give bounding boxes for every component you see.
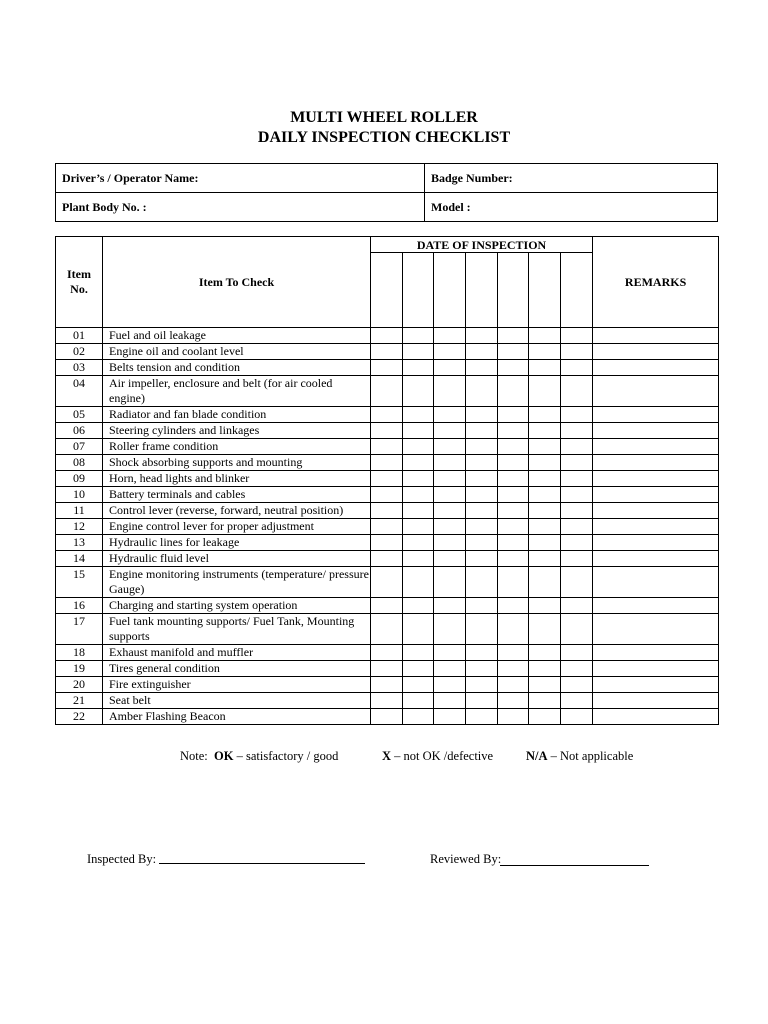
remarks-cell[interactable] [593,487,719,503]
date-check-cell[interactable] [371,535,403,551]
date-check-cell[interactable] [371,376,403,407]
date-check-cell[interactable] [561,407,593,423]
remarks-cell[interactable] [593,439,719,455]
item-to-check: Tires general condition [103,661,371,677]
date-cell[interactable] [403,253,434,328]
date-check-cell[interactable] [529,503,561,519]
date-check-cell[interactable] [529,645,561,661]
date-check-cell[interactable] [498,535,529,551]
date-check-cell[interactable] [434,376,466,407]
table-row [56,376,719,407]
date-check-cell[interactable] [371,328,403,344]
reviewed-by-label: Reviewed By: [430,852,502,866]
table-row [56,614,719,645]
date-check-cell[interactable] [466,439,498,455]
date-check-cell[interactable] [529,439,561,455]
date-check-cell[interactable] [371,344,403,360]
remarks-cell[interactable] [593,551,719,567]
note-na [526,748,633,764]
item-number: 13 [56,535,103,551]
date-check-cell[interactable] [529,614,561,645]
date-check-cell[interactable] [466,661,498,677]
date-check-cell[interactable] [498,598,529,614]
date-check-cell[interactable] [434,645,466,661]
date-check-cell[interactable] [434,551,466,567]
date-check-cell[interactable] [466,407,498,423]
date-check-cell[interactable] [561,519,593,535]
header-date-of-inspection: DATE OF INSPECTION [371,237,593,253]
na-code: N/A [526,749,548,763]
item-to-check: Fuel tank mounting supports/ Fuel Tank, Mounting supports [103,614,371,645]
date-check-cell[interactable] [561,503,593,519]
date-check-cell[interactable] [403,503,434,519]
table-row [56,455,719,471]
date-check-cell[interactable] [403,360,434,376]
note-prefix: Note: [180,749,208,763]
remarks-cell[interactable] [593,344,719,360]
table-row [56,661,719,677]
table-row [56,471,719,487]
date-check-cell[interactable] [561,423,593,439]
date-check-cell[interactable] [434,360,466,376]
item-number: 04 [56,376,103,407]
item-to-check: Air impeller, enclosure and belt (for air cooled engine) [103,376,371,407]
item-number: 14 [56,551,103,567]
date-check-cell[interactable] [403,328,434,344]
badge-number-label: Badge Number: [431,170,513,185]
date-check-cell[interactable] [529,567,561,598]
table-row [56,598,719,614]
date-check-cell[interactable] [403,567,434,598]
item-to-check: Hydraulic fluid level [103,551,371,567]
date-check-cell[interactable] [561,360,593,376]
date-cell[interactable] [561,253,593,328]
date-check-cell[interactable] [561,439,593,455]
ok-code: OK [214,749,234,763]
date-check-cell[interactable] [403,709,434,725]
date-check-cell[interactable] [466,519,498,535]
date-check-cell[interactable] [498,693,529,709]
item-number: 22 [56,709,103,725]
item-number: 11 [56,503,103,519]
date-check-cell[interactable] [561,344,593,360]
item-to-check: Control lever (reverse, forward, neutral position) [103,503,371,519]
item-number: 18 [56,645,103,661]
date-check-cell[interactable] [498,645,529,661]
date-check-cell[interactable] [498,328,529,344]
date-check-cell[interactable] [498,551,529,567]
item-number: 16 [56,598,103,614]
date-check-cell[interactable] [371,598,403,614]
date-check-cell[interactable] [529,661,561,677]
date-check-cell[interactable] [434,677,466,693]
date-check-cell[interactable] [434,328,466,344]
date-check-cell[interactable] [466,693,498,709]
na-text: – Not applicable [547,749,634,763]
header-item-no: Item No. [56,237,103,328]
date-check-cell[interactable] [466,487,498,503]
date-check-cell[interactable] [529,535,561,551]
date-check-cell[interactable] [561,551,593,567]
item-number: 19 [56,661,103,677]
date-check-cell[interactable] [498,344,529,360]
remarks-cell[interactable] [593,567,719,598]
date-check-cell[interactable] [561,455,593,471]
date-check-cell[interactable] [498,360,529,376]
item-to-check: Charging and starting system operation [103,598,371,614]
date-check-cell[interactable] [561,645,593,661]
table-row [56,439,719,455]
date-check-cell[interactable] [529,471,561,487]
remarks-cell[interactable] [593,661,719,677]
remarks-cell[interactable] [593,407,719,423]
date-check-cell[interactable] [561,614,593,645]
date-check-cell[interactable] [434,471,466,487]
ok-text: – satisfactory / good [233,749,339,763]
item-number: 06 [56,423,103,439]
date-cell[interactable] [371,253,403,328]
date-check-cell[interactable] [466,344,498,360]
remarks-cell[interactable] [593,471,719,487]
date-check-cell[interactable] [466,709,498,725]
date-check-cell[interactable] [371,693,403,709]
item-to-check: Hydraulic lines for leakage [103,535,371,551]
item-number: 09 [56,471,103,487]
remarks-cell[interactable] [593,614,719,645]
remarks-cell[interactable] [593,645,719,661]
date-check-cell[interactable] [434,487,466,503]
date-check-cell[interactable] [498,455,529,471]
remarks-cell[interactable] [593,709,719,725]
item-to-check: Exhaust manifold and muffler [103,645,371,661]
date-check-cell[interactable] [403,645,434,661]
date-check-cell[interactable] [403,344,434,360]
date-check-cell[interactable] [403,677,434,693]
table-row [56,709,719,725]
item-to-check: Engine oil and coolant level [103,344,371,360]
remarks-cell[interactable] [593,360,719,376]
date-check-cell[interactable] [371,614,403,645]
date-check-cell[interactable] [529,455,561,471]
badge-number-field[interactable] [425,164,718,193]
date-check-cell[interactable] [434,439,466,455]
date-check-cell[interactable] [434,519,466,535]
item-number: 02 [56,344,103,360]
date-check-cell[interactable] [498,487,529,503]
date-check-cell[interactable] [561,709,593,725]
date-check-cell[interactable] [561,471,593,487]
date-check-cell[interactable] [434,598,466,614]
model-field[interactable] [425,193,718,222]
date-check-cell[interactable] [403,598,434,614]
item-number: 20 [56,677,103,693]
date-check-cell[interactable] [403,407,434,423]
date-check-cell[interactable] [371,567,403,598]
date-check-cell[interactable] [466,503,498,519]
date-check-cell[interactable] [434,709,466,725]
date-check-cell[interactable] [403,455,434,471]
item-to-check: Seat belt [103,693,371,709]
date-check-cell[interactable] [498,567,529,598]
date-check-cell[interactable] [434,344,466,360]
date-check-cell[interactable] [529,344,561,360]
date-check-cell[interactable] [403,661,434,677]
date-check-cell[interactable] [466,645,498,661]
table-row [56,677,719,693]
date-check-cell[interactable] [466,360,498,376]
remarks-cell[interactable] [593,519,719,535]
date-check-cell[interactable] [561,487,593,503]
item-to-check: Horn, head lights and blinker [103,471,371,487]
date-check-cell[interactable] [529,423,561,439]
date-check-cell[interactable] [403,376,434,407]
table-row [56,487,719,503]
item-to-check: Fuel and oil leakage [103,328,371,344]
date-check-cell[interactable] [371,709,403,725]
date-check-cell[interactable] [466,677,498,693]
page-subtitle: DAILY INSPECTION CHECKLIST [257,129,511,146]
remarks-cell[interactable] [593,423,719,439]
remarks-cell[interactable] [593,328,719,344]
table-row [56,535,719,551]
date-check-cell[interactable] [466,551,498,567]
date-check-cell[interactable] [561,693,593,709]
date-check-cell[interactable] [466,423,498,439]
date-check-cell[interactable] [466,535,498,551]
item-to-check: Engine control lever for proper adjustment [103,519,371,535]
date-check-cell[interactable] [403,471,434,487]
plant-body-field[interactable] [56,193,425,222]
remarks-cell[interactable] [593,535,719,551]
note-ok [180,748,338,764]
item-to-check: Fire extinguisher [103,677,371,693]
item-number: 03 [56,360,103,376]
date-check-cell[interactable] [529,551,561,567]
date-check-cell[interactable] [434,661,466,677]
item-number: 12 [56,519,103,535]
item-to-check: Amber Flashing Beacon [103,709,371,725]
date-check-cell[interactable] [371,487,403,503]
item-number: 15 [56,567,103,598]
date-check-cell[interactable] [498,614,529,645]
date-check-cell[interactable] [403,423,434,439]
item-to-check: Engine monitoring instruments (temperature/ pressure Gauge) [103,567,371,598]
date-check-cell[interactable] [403,551,434,567]
date-check-cell[interactable] [498,439,529,455]
date-check-cell[interactable] [434,503,466,519]
date-check-cell[interactable] [403,614,434,645]
x-code: X [382,749,392,763]
date-check-cell[interactable] [371,471,403,487]
date-check-cell[interactable] [529,598,561,614]
date-check-cell[interactable] [529,693,561,709]
date-check-cell[interactable] [529,677,561,693]
date-check-cell[interactable] [403,519,434,535]
remarks-cell[interactable] [593,677,719,693]
checklist-table [55,236,719,725]
inspected-by-label: Inspected By: [87,852,157,866]
date-check-cell[interactable] [498,407,529,423]
item-number: 05 [56,407,103,423]
date-check-cell[interactable] [371,551,403,567]
header-remarks: REMARKS [593,237,719,328]
date-check-cell[interactable] [529,709,561,725]
item-to-check: Roller frame condition [103,439,371,455]
header-item-to-check: Item To Check [103,237,371,328]
driver-name-label: Driver’s / Operator Name: [62,170,199,185]
table-row [56,519,719,535]
date-check-cell[interactable] [498,661,529,677]
date-check-cell[interactable] [434,693,466,709]
reviewed-by-signature-line[interactable] [500,865,649,866]
date-check-cell[interactable] [371,677,403,693]
date-check-cell[interactable] [371,439,403,455]
table-row [56,328,719,344]
date-check-cell[interactable] [561,661,593,677]
item-to-check: Radiator and fan blade condition [103,407,371,423]
plant-body-label: Plant Body No. : [62,199,147,214]
table-row [56,645,719,661]
date-cell[interactable] [529,253,561,328]
remarks-cell[interactable] [593,503,719,519]
date-check-cell[interactable] [561,328,593,344]
item-number: 17 [56,614,103,645]
date-check-cell[interactable] [371,519,403,535]
date-check-cell[interactable] [529,407,561,423]
date-check-cell[interactable] [561,598,593,614]
date-check-cell[interactable] [371,423,403,439]
info-table [55,163,718,222]
item-to-check: Shock absorbing supports and mounting [103,455,371,471]
date-check-cell[interactable] [434,614,466,645]
remarks-cell[interactable] [593,376,719,407]
date-check-cell[interactable] [466,598,498,614]
date-check-cell[interactable] [529,519,561,535]
remarks-cell[interactable] [593,455,719,471]
table-row [56,567,719,598]
date-check-cell[interactable] [466,567,498,598]
item-number: 10 [56,487,103,503]
model-label: Model : [431,199,471,214]
x-text: – not OK /defective [391,749,494,763]
inspected-by-signature-line[interactable] [159,863,365,864]
remarks-cell[interactable] [593,693,719,709]
driver-name-field[interactable] [56,164,425,193]
date-check-cell[interactable] [434,567,466,598]
table-row [56,344,719,360]
date-check-cell[interactable] [371,455,403,471]
table-row [56,503,719,519]
date-check-cell[interactable] [403,487,434,503]
date-check-cell[interactable] [529,328,561,344]
item-to-check: Belts tension and condition [103,360,371,376]
note-x [382,748,493,764]
page-title: MULTI WHEEL ROLLER [290,109,478,126]
date-check-cell[interactable] [498,423,529,439]
date-check-cell[interactable] [498,376,529,407]
date-check-cell[interactable] [561,567,593,598]
date-check-cell[interactable] [529,360,561,376]
date-check-cell[interactable] [561,535,593,551]
table-row [56,423,719,439]
date-check-cell[interactable] [434,423,466,439]
date-check-cell[interactable] [371,407,403,423]
item-to-check: Steering cylinders and linkages [103,423,371,439]
date-check-cell[interactable] [498,503,529,519]
date-check-cell[interactable] [561,677,593,693]
date-check-cell[interactable] [529,487,561,503]
item-number: 21 [56,693,103,709]
table-row [56,407,719,423]
date-check-cell[interactable] [434,535,466,551]
date-check-cell[interactable] [466,471,498,487]
date-cell[interactable] [498,253,529,328]
date-check-cell[interactable] [498,709,529,725]
date-check-cell[interactable] [371,661,403,677]
table-row [56,360,719,376]
date-check-cell[interactable] [466,614,498,645]
date-check-cell[interactable] [434,407,466,423]
date-check-cell[interactable] [466,328,498,344]
date-check-cell[interactable] [498,471,529,487]
table-row [56,693,719,709]
date-check-cell[interactable] [371,360,403,376]
item-number: 01 [56,328,103,344]
item-to-check: Battery terminals and cables [103,487,371,503]
date-check-cell[interactable] [498,677,529,693]
remarks-cell[interactable] [593,598,719,614]
date-check-cell[interactable] [434,455,466,471]
table-row [56,551,719,567]
date-check-cell[interactable] [371,503,403,519]
date-cell[interactable] [466,253,498,328]
date-check-cell[interactable] [561,376,593,407]
date-check-cell[interactable] [466,376,498,407]
date-check-cell[interactable] [403,439,434,455]
item-number: 07 [56,439,103,455]
date-check-cell[interactable] [498,519,529,535]
date-check-cell[interactable] [371,645,403,661]
item-number: 08 [56,455,103,471]
date-check-cell[interactable] [403,693,434,709]
date-check-cell[interactable] [529,376,561,407]
date-cell[interactable] [434,253,466,328]
date-check-cell[interactable] [466,455,498,471]
date-check-cell[interactable] [403,535,434,551]
